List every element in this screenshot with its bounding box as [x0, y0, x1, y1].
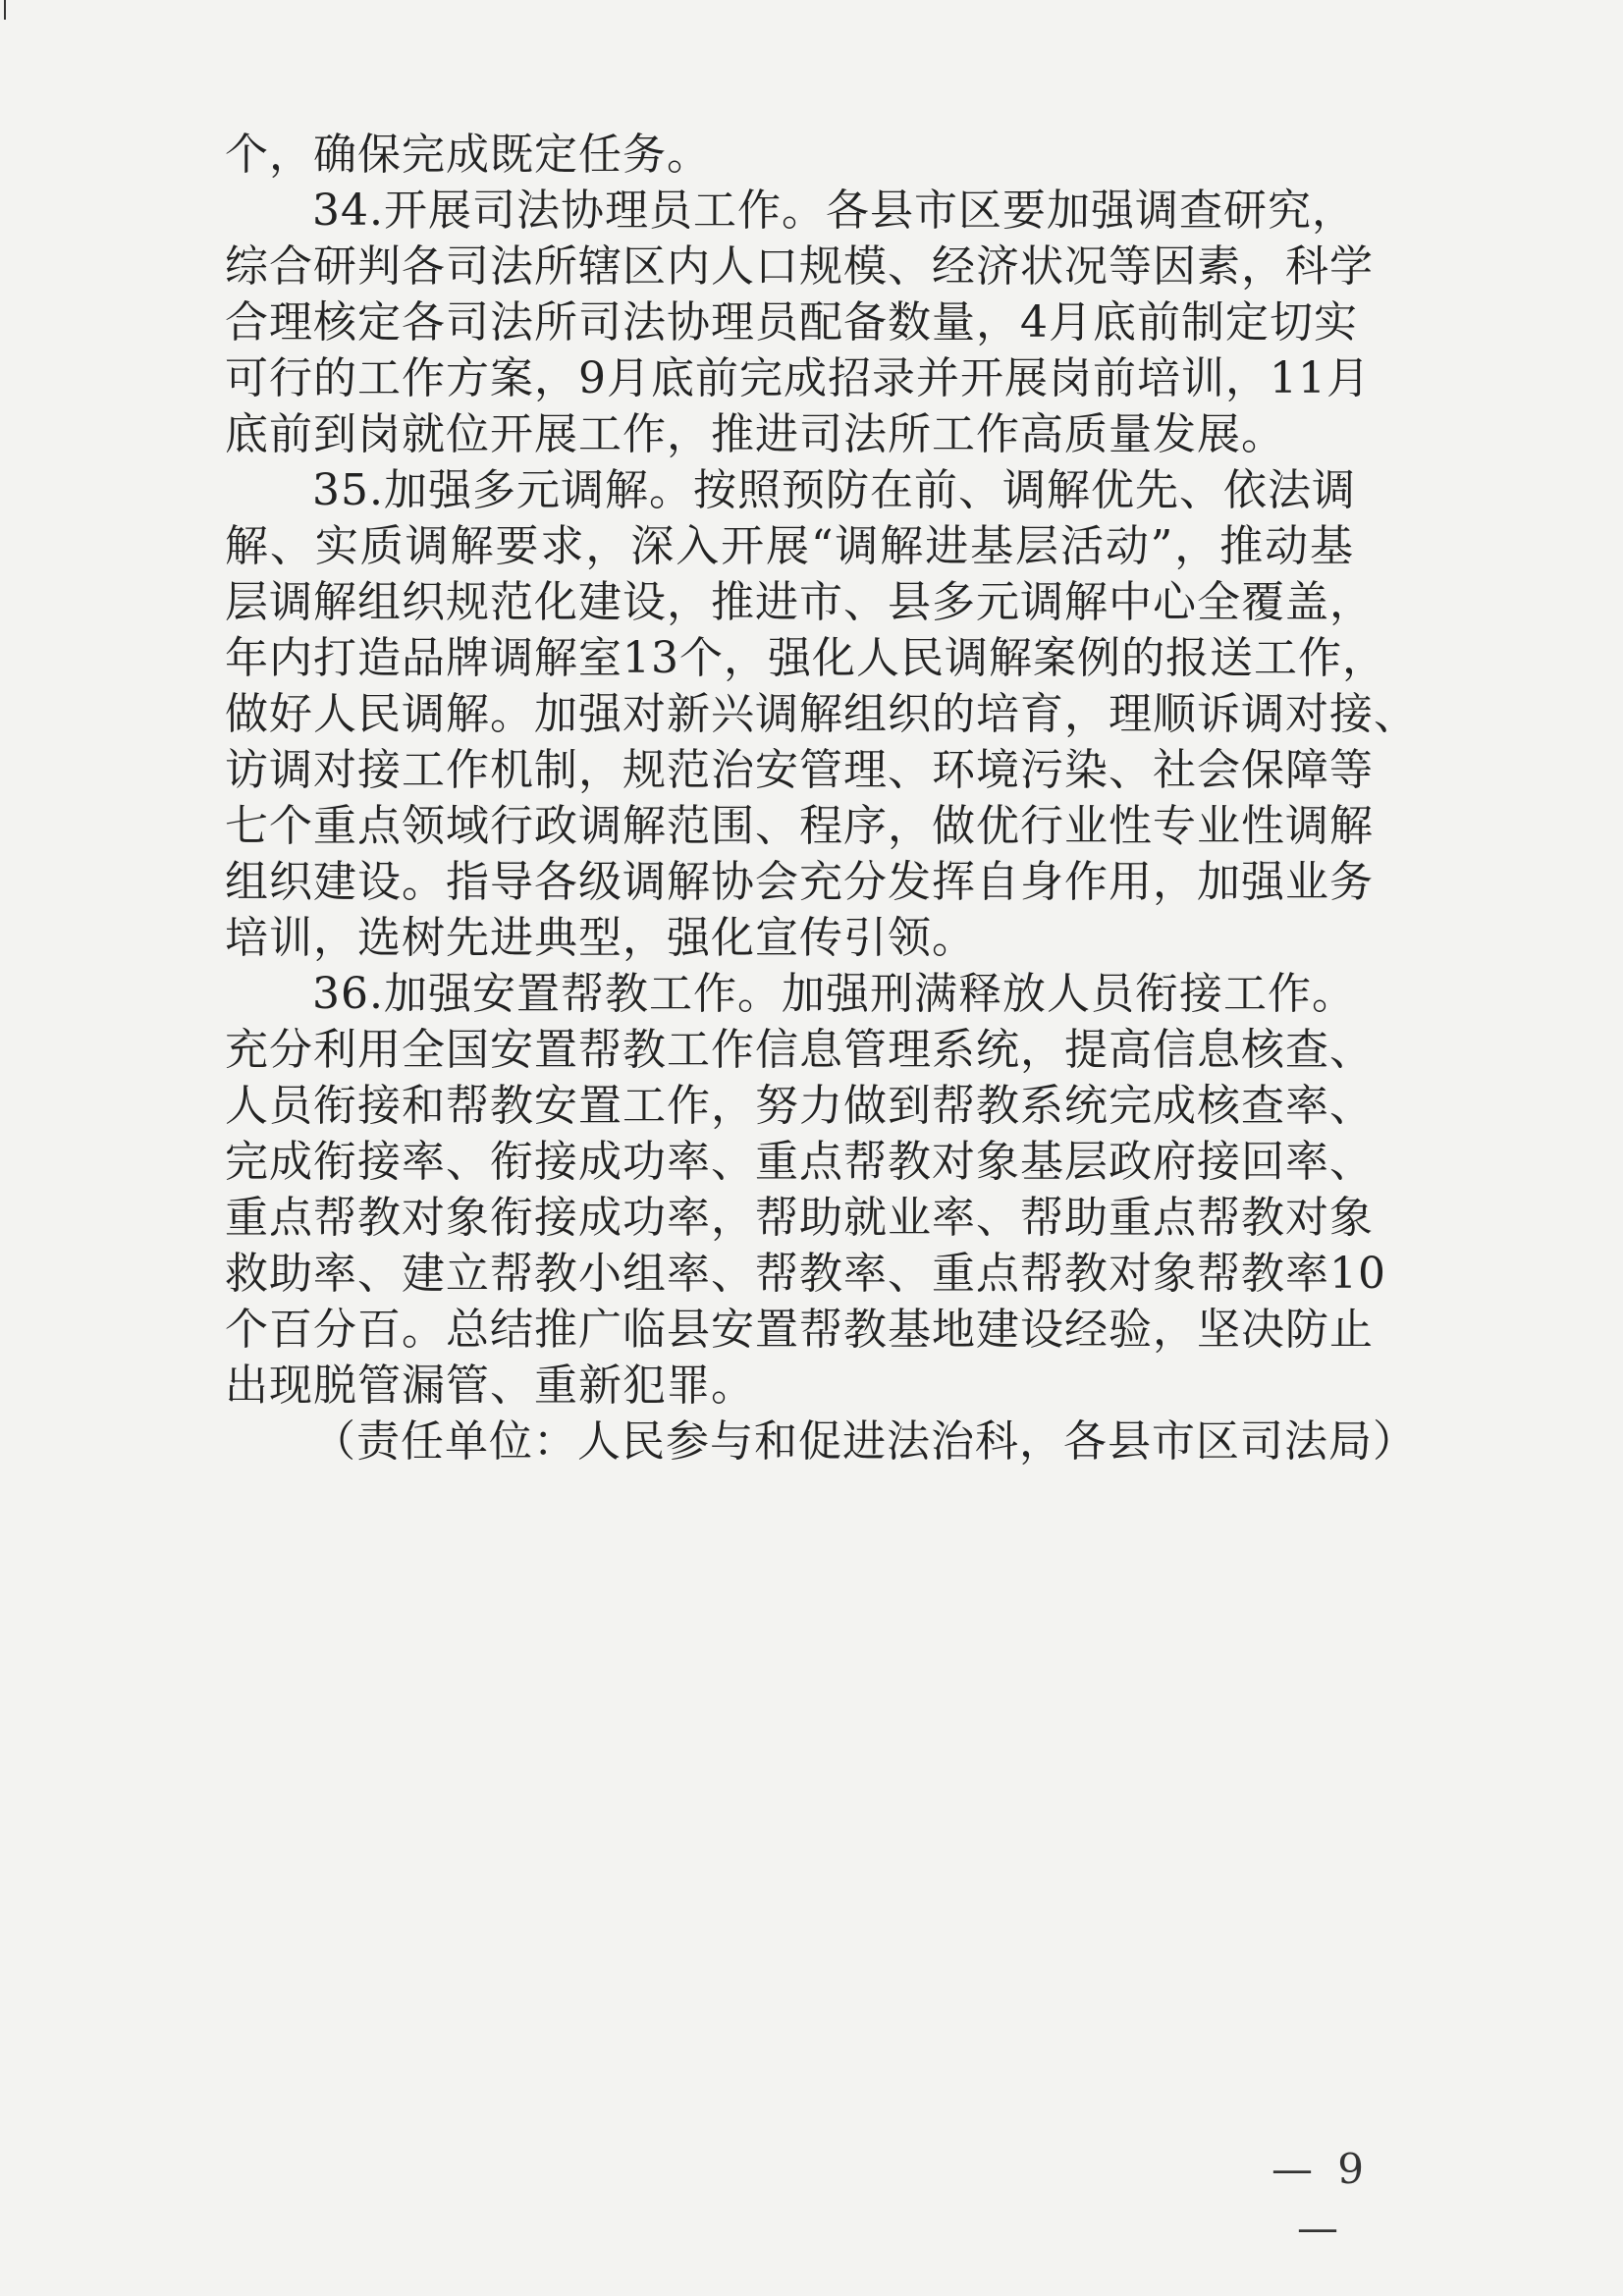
text-line-23: 出现脱管漏管、重新犯罪。: [225, 1361, 755, 1411]
text-line-17: 充分利用全国安置帮教工作信息管理系统，提高信息核查、: [225, 1025, 1374, 1075]
text-line-15: 培训，选树先进典型，强化宣传引领。: [225, 913, 976, 963]
text-line-8: 解、实质调解要求，深入开展“调解进基层活动”，推动基: [225, 521, 1354, 571]
page-number: — 9 —: [1271, 2145, 1371, 2252]
text-line-10: 年内打造品牌调解室13个，强化人民调解案例的报送工作，: [225, 633, 1386, 683]
text-line-22: 个百分百。总结推广临县安置帮教基地建设经验，坚决防止: [225, 1305, 1374, 1355]
text-line-9: 层调解组织规范化建设，推进市、县多元调解中心全覆盖，: [225, 577, 1374, 627]
responsible-unit: （责任单位：人民参与和促进法治科，各县市区司法局）: [312, 1416, 1417, 1467]
text-line-2: 34.开展司法协理员工作。各县市区要加强调查研究，: [312, 186, 1356, 236]
text-line-21: 救助率、建立帮教小组率、帮教率、重点帮教对象帮教率10: [225, 1249, 1386, 1299]
text-line-1: 个，确保完成既定任务。: [225, 130, 711, 180]
text-line-16: 36.加强安置帮教工作。加强刑满释放人员衔接工作。: [312, 969, 1356, 1019]
text-line-5: 可行的工作方案，9月底前完成招录并开展岗前培训，11月: [225, 353, 1371, 403]
text-line-18: 人员衔接和帮教安置工作，努力做到帮教系统完成核查率、: [225, 1081, 1374, 1131]
text-line-20: 重点帮教对象衔接成功率，帮助就业率、帮助重点帮教对象: [225, 1193, 1374, 1243]
text-line-6: 底前到岗就位开展工作，推进司法所工作高质量发展。: [225, 409, 1285, 459]
text-line-4: 合理核定各司法所司法协理员配备数量，4月底前制定切实: [225, 297, 1358, 347]
text-line-19: 完成衔接率、衔接成功率、重点帮教对象基层政府接回率、: [225, 1137, 1374, 1187]
text-line-13: 七个重点领域行政调解范围、程序，做优行业性专业性调解: [225, 801, 1374, 851]
text-line-7: 35.加强多元调解。按照预防在前、调解优先、依法调: [312, 465, 1356, 515]
text-line-11: 做好人民调解。加强对新兴调解组织的培育，理顺诉调对接、: [225, 689, 1418, 739]
text-line-14: 组织建设。指导各级调解协会充分发挥自身作用，加强业务: [225, 857, 1374, 907]
text-line-12: 访调对接工作机制，规范治安管理、环境污染、社会保障等: [225, 745, 1374, 795]
text-line-3: 综合研判各司法所辖区内人口规模、经济状况等因素，科学: [225, 241, 1374, 292]
